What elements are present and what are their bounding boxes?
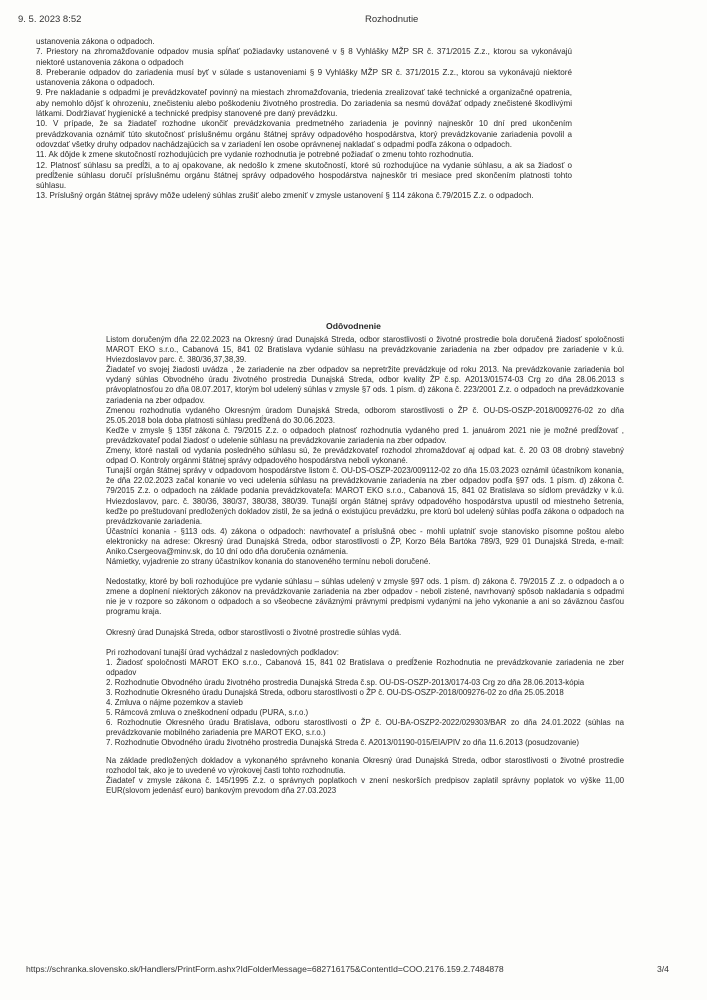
condition-item: 7. Priestory na zhromažďovanie odpadov musia spĺňať požiadavky ustanovené v § 8 Vyhlášky MŽP SR č. 371/2015 Z.z., ktorou sa vykonávajú niektoré ustanovenia zákona o odpadoch: [36, 47, 572, 67]
justification-paragraph: Zmenou rozhodnutia vydaného Okresným úradom Dunajská Streda, odborom starostlivosti o ŽP č. OU-DS-OSZP-2018/009276-02 zo dňa 25.05.2018 bola doba platnosti súhlasu predĺžená do 30.06.2023.: [106, 405, 624, 425]
document-list-item: 6. Rozhodnutie Okresného úradu Bratislava, odboru starostlivosti o ŽP č. OU-BA-OSZP2-2022/029303/BAR zo dňa 24.01.2022 (súhlas na prevádzkovanie mobilného zariadenia pre MAROT EKO, s.r.o.): [106, 718, 624, 738]
conditions-list: [36, 37, 572, 202]
condition-item: 13. Príslušný orgán štátnej správy môže udelený súhlas zrušiť alebo zmeniť v zmysle ustanovení § 114 zákona č.79/2015 Z.z. o odpadoch.: [36, 191, 534, 201]
document-list-item: 7. Rozhodnutie Obvodného úradu životného prostredia Dunajská Streda č. A2013/01190-015/EIA/PIV zo dňa 11.6.2013 (posudzovanie): [106, 738, 580, 748]
condition-item: 10. V prípade, že sa žiadateľ rozhodne ukončiť prevádzkovania predmetného zariadenia je povinný najneskôr 10 dní pred ukončením prevádzkovania oznámiť túto skutočnosť príslušnému orgánu štátnej správy odpadového hospodárstva, ktorý prevádzkovanie zariadenia povolil a odovzdať všetky druhy odpadov nachádzajúcich sa v zariadení len osobe oprávnenej nakladať s odpadmi podľa zákona o odpadoch.: [36, 119, 572, 149]
justification-paragraph: Nedostatky, ktoré by boli rozhodujúce pre vydanie súhlasu – súhlas udelený v zmysle §97 ods. 1 písm. d) zákona č. 79/2015 Z .z. o odpadoch a o zmene a doplnení niektorých zákonov na prevádzkovanie zariadenia na zber odpadov - neboli zistené, navrhovaný spôsob nakladania s odpadmi nie je v rozpore so zákonom o odpadoch a so všeobecne záväznými právnymi predpismi vydanými na jeho vykonanie a ani so záväznou časťou programu kraja.: [106, 577, 624, 617]
justification-paragraph: Okresný úrad Dunajská Streda, odbor starostlivosti o životné prostredie súhlas vydá.: [106, 627, 402, 637]
document-list-item: 4. Zmluva o nájme pozemkov a stavieb: [106, 698, 243, 708]
condition-item: 8. Preberanie odpadov do zariadenia musí byť v súlade s ustanoveniami § 9 Vyhlášky MŽP SR č. 371/2015 Z.z., ktorou sa vykonávajú niektoré ustanovenia zákona o odpadoch.: [36, 67, 572, 88]
document-list-item: 2. Rozhodnutie Obvodného úradu životného prostredia Dunajská Streda č.sp. OU-DS-OSZP-2013/0174-03 Crg zo dňa 28.06.2013-kópia: [106, 677, 585, 687]
justification-paragraph: Listom doručeným dňa 22.02.2023 na Okresný úrad Dunajská Streda, odbor starostlivosti o životné prostredie bola doručená žiadosť spoločnosti MAROT EKO s.r.o., Cabanová 15, 841 02 Bratislava vydanie súhlasu na prevádzkovanie zariadenia na zber odpadov pre zariadenie v k.ú. Hviezdoslavov parc. č. 380/36,37,38,39.: [106, 335, 624, 365]
document-list-item: 3. Rozhodnutie Okresného úradu Dunajská Streda, odboru starostlivosti o ŽP č. OU-DS-OSZP-2018/009276-02 zo dňa 25.05.2018: [106, 688, 564, 697]
condition-item: 9. Pre nakladanie s odpadmi je prevádzkovateľ povinný na miestach zhromažďovania, triedenia zrealizovať také technické a organizačné opatrenia, aby nemohlo dôjsť k ohrozeniu, znečisteniu alebo poškodeniu životného prostredia. Do zariadenia sa nesmú dovážať odpady znečistené škodlivými látkami. Dodržiavať hygienické a technické predpisy stanovené pre daný prevádzku.: [36, 88, 572, 119]
justification-paragraph: Žiadateľ vo svojej žiadosti uvádza , že zariadenie na zber odpadov sa nepretržite prevádzkuje od roku 2013. Na prevádzkovanie zariadenia bol vydaný súhlas Obvodného úradu životného prostredia Dunajská Streda, odbor kvality ŽP č.sp. A2013/01574-03 Crg zo dňa 28.06.2013 s právoplatnosťou zo dňa 08.07.2017, ktorým bol udelený súhlas v zmysle §7 ods. 1 písm. d) zákona č. 223/2001 Z.z. o odpadoch na prevádzkovanie zariadenia na zber odpadov.: [106, 365, 624, 405]
page-header-title: Rozhodnutie: [365, 14, 419, 25]
justification-paragraph: Účastníci konania - §113 ods. 4) zákona o odpadoch: navrhovateľ a príslušná obec - mohli uplatniť svoje stanovisko písomne poštou alebo elektronicky na adrese: Okresný úrad Dunajská Streda, odbor starostlivosti o ŽP, Korzo Béla Bartóka 789/3, 929 01 Dunajská Streda, e-mail: Aniko.Csergeova@minv.sk, do 10 dní odo dňa doručenia oznámenia.: [106, 526, 624, 556]
justification-paragraph: Keďže v zmysle § 135f zákona č. 79/2015 Z.z. o odpadoch platnosť rozhodnutia vydaného pred 1. januárom 2021 nie je možné predĺžovať , prevádzkovateľ podal žiadosť o udelenie súhlasu na prevádzkovanie zariadenia na zber odpadov.: [106, 425, 624, 445]
justification-paragraph: Žiadateľ v zmysle zákona č. 145/1995 Z.z. o správnych poplatkoch v znení neskorších predpisov zaplatil správny poplatok vo výške 11,00 EUR(slovom jedenásť euro) bankovým prevodom dňa 27.03.2023: [106, 775, 624, 795]
page-number: 3/4: [657, 964, 669, 974]
print-datetime: 9. 5. 2023 8:52: [18, 14, 82, 25]
condition-item: 11. Ak dôjde k zmene skutočností rozhodujúcich pre vydanie rozhodnutia je potrebné požiadať o zmenu tohto rozhodnutia.: [36, 150, 474, 160]
justification-paragraph: Zmeny, ktoré nastali od vydania posledného súhlasu sú, že prevádzkovateľ rozhodol zhromaždovať aj odpad kat. č. 20 03 08 drobný stavebný odpad O. Kontroly orgánmi štátnej správy odpadového hospodárstva neboli vykonané.: [106, 446, 624, 466]
justification-paragraph: Námietky, vyjadrenie zo strany účastníkov konania do stanoveného termínu neboli doručené.: [106, 557, 431, 567]
document-list-item: 5. Rámcová zmluva o zneškodnení odpadu (PURA, s.r.o.): [106, 708, 309, 718]
justification-paragraph: Tunajší orgán štátnej správy v odpadovom hospodárstve listom č. OU-DS-OSZP-2023/009112-02 zo dňa 15.03.2023 oznámil účastníkom konania, že dňa 22.02.2023 začal konanie vo veci udelenia súhlasu na prevádzkovanie zariadenia na zber odpadov podľa §97 ods. 1 písm. d) zákona č. 79/2015 Z.z. o odpadoch na základe podania prevádzkovateľa: MAROT EKO s.r.o., Cabanová 15, 841 02 Bratislava so sídlom prevádzky v k.ú. Hviezdoslavov, parc. č. 380/36, 380/37, 380/38, 380/39. Tunajší orgán štátnej správy odpadového hospodárstva upustil od miestneho šetrenia, keďže po preštudovaní predložených dokladov zistil, že sa jedná o existujúcu prevádzku, pre ktorú bol udelený súhlas podľa zákona o odpadoch na prevádzkovanie zariadenia.: [106, 466, 624, 526]
print-url: https://schranka.slovensko.sk/Handlers/PrintForm.ashx?IdFolderMessage=682716175&ContentId=COO.2176.159.2.7484878: [26, 964, 504, 974]
document-list-item: 1. Žiadosť spoločnosti MAROT EKO s.r.o., Cabanová 15, 841 02 Bratislava o predĺženie Rozhodnutia ne prevádzkovanie zariadenia ne zber odpadov: [106, 657, 624, 677]
justification-paragraph: Na základe predložených dokladov a vykonaného správneho konania Okresný úrad Dunajská Streda, odbor starostlivosti o životné prostredie rozhodol tak, ako je to uvedené vo výrokovej časti tohto rozhodnutia.: [106, 755, 624, 775]
justification-paragraph: Pri rozhodovaní tunajší úrad vychádzal z nasledovných podkladov:: [106, 647, 339, 657]
condition-item: ustanovenia zákona o odpadoch.: [36, 37, 155, 46]
justification-body: [106, 335, 624, 796]
justification-title: Odôvodnenie: [326, 321, 381, 331]
condition-item: 12. Platnosť súhlasu sa predĺži, a to aj opakovane, ak nedošlo k zmene skutočností, ktoré sú rozhodujúce na vydanie súhlasu, a ak sa žiadosť o predĺženie súhlasu doručí príslušnému orgánu štátnej správy odpadového hospodárstva najneskôr tri mesiace pred skončením platnosti tohto súhlasu.: [36, 160, 572, 191]
